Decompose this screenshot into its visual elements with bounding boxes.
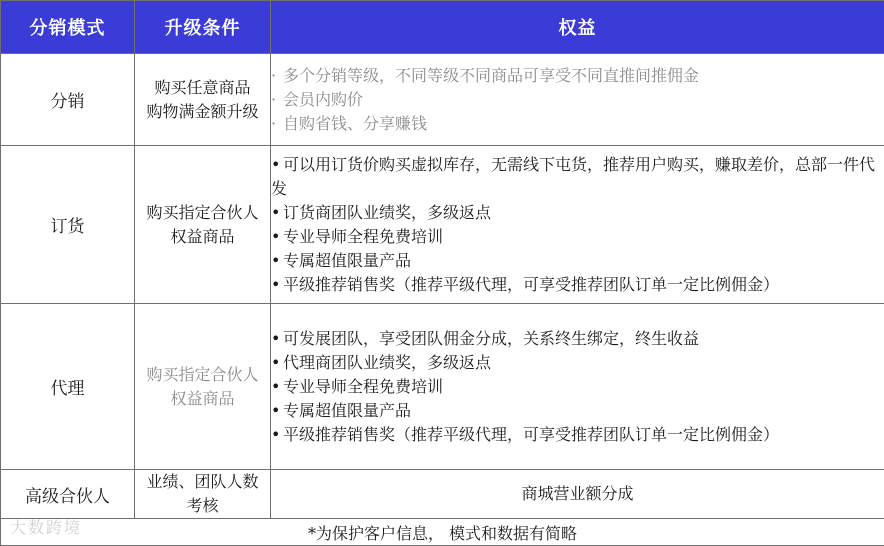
benefit-item: • 订货商团队业绩奖，多级返点 [271, 201, 884, 225]
bullet-dot: · [271, 113, 277, 133]
benefit-item: • 可以用订货价购买虚拟库存，无需线下屯货，推荐用户购买，赚取差价，总部一件代发 [271, 154, 876, 198]
condition-cell [135, 304, 271, 470]
benefit-item: • 专属超值限量产品 [271, 249, 884, 273]
condition-cell [135, 54, 271, 146]
benefit-item: • 代理商团队业绩奖，多级返点 [271, 351, 884, 375]
condition-line: 购买指定合伙人 [146, 364, 259, 384]
table-row [1, 146, 884, 304]
condition-line: 购买任意商品 [154, 77, 251, 97]
bullet-dot: • [271, 376, 281, 396]
benefit-item: · 多个分销等级，不同等级不同商品可享受不同直推间推佣金 [271, 64, 884, 88]
benefits-cell [271, 304, 884, 470]
benefit-item: • 可发展团队，享受团队佣金分成，关系终生绑定，终生收益 [271, 327, 884, 351]
condition-line: 业绩、团队人数 [146, 472, 259, 491]
mode-cell: 订货 [1, 146, 135, 304]
condition-line: 购买指定合伙人 [146, 202, 259, 222]
header-row [1, 1, 884, 54]
bullet-dot: • [271, 154, 281, 174]
benefit-item: • 专属超值限量产品 [271, 399, 884, 423]
header-benefits: 权益 [271, 1, 884, 54]
table-row [1, 54, 884, 146]
benefit-item: • 专业导师全程免费培训 [271, 375, 884, 399]
bullet-dot: • [271, 226, 281, 246]
footnote: *为保护客户信息， 模式和数据有简略 [1, 519, 884, 546]
benefits-cell [271, 54, 884, 146]
bullet-dot: · [271, 89, 277, 109]
bullet-dot: • [271, 424, 281, 444]
bullet-dot: • [271, 274, 281, 294]
benefits-cell [271, 470, 884, 519]
bullet-dot: • [271, 250, 281, 270]
benefit-item: • 专业导师全程免费培训 [271, 225, 884, 249]
benefit-item: · 自购省钱、分享赚钱 [271, 112, 884, 136]
condition-cell [135, 470, 271, 519]
mode-cell: 高级合伙人 [1, 470, 135, 519]
footnote-row [1, 519, 884, 546]
condition-cell [135, 146, 271, 304]
benefit-item: • 平级推荐销售奖（推荐平级代理，可享受推荐团队订单一定比例佣金） [271, 423, 884, 447]
mode-cell: 代理 [1, 304, 135, 470]
benefit-item: 商城营业额分成 [521, 484, 634, 503]
bullet-dot: • [271, 202, 281, 222]
bullet-dot: • [271, 400, 281, 420]
watermark-logo: 大数跨境 [10, 518, 83, 537]
bullet-dot: · [271, 65, 277, 85]
condition-line: 购物满金额升级 [146, 101, 259, 121]
table-row [1, 304, 884, 470]
bullet-dot: • [271, 352, 281, 372]
mode-cell: 分销 [1, 54, 135, 146]
benefits-cell [271, 146, 884, 304]
condition-line: 考核 [186, 496, 219, 515]
benefit-item: • 平级推荐销售奖（推荐平级代理，可享受推荐团队订单一定比例佣金） [271, 273, 884, 297]
benefit-item: · 会员内购价 [271, 88, 884, 112]
header-mode: 分销模式 [1, 1, 135, 54]
condition-line: 权益商品 [170, 226, 235, 246]
condition-line: 权益商品 [170, 388, 235, 408]
bullet-dot: • [271, 328, 281, 348]
header-condition: 升级条件 [135, 1, 271, 54]
table-row [1, 470, 884, 519]
